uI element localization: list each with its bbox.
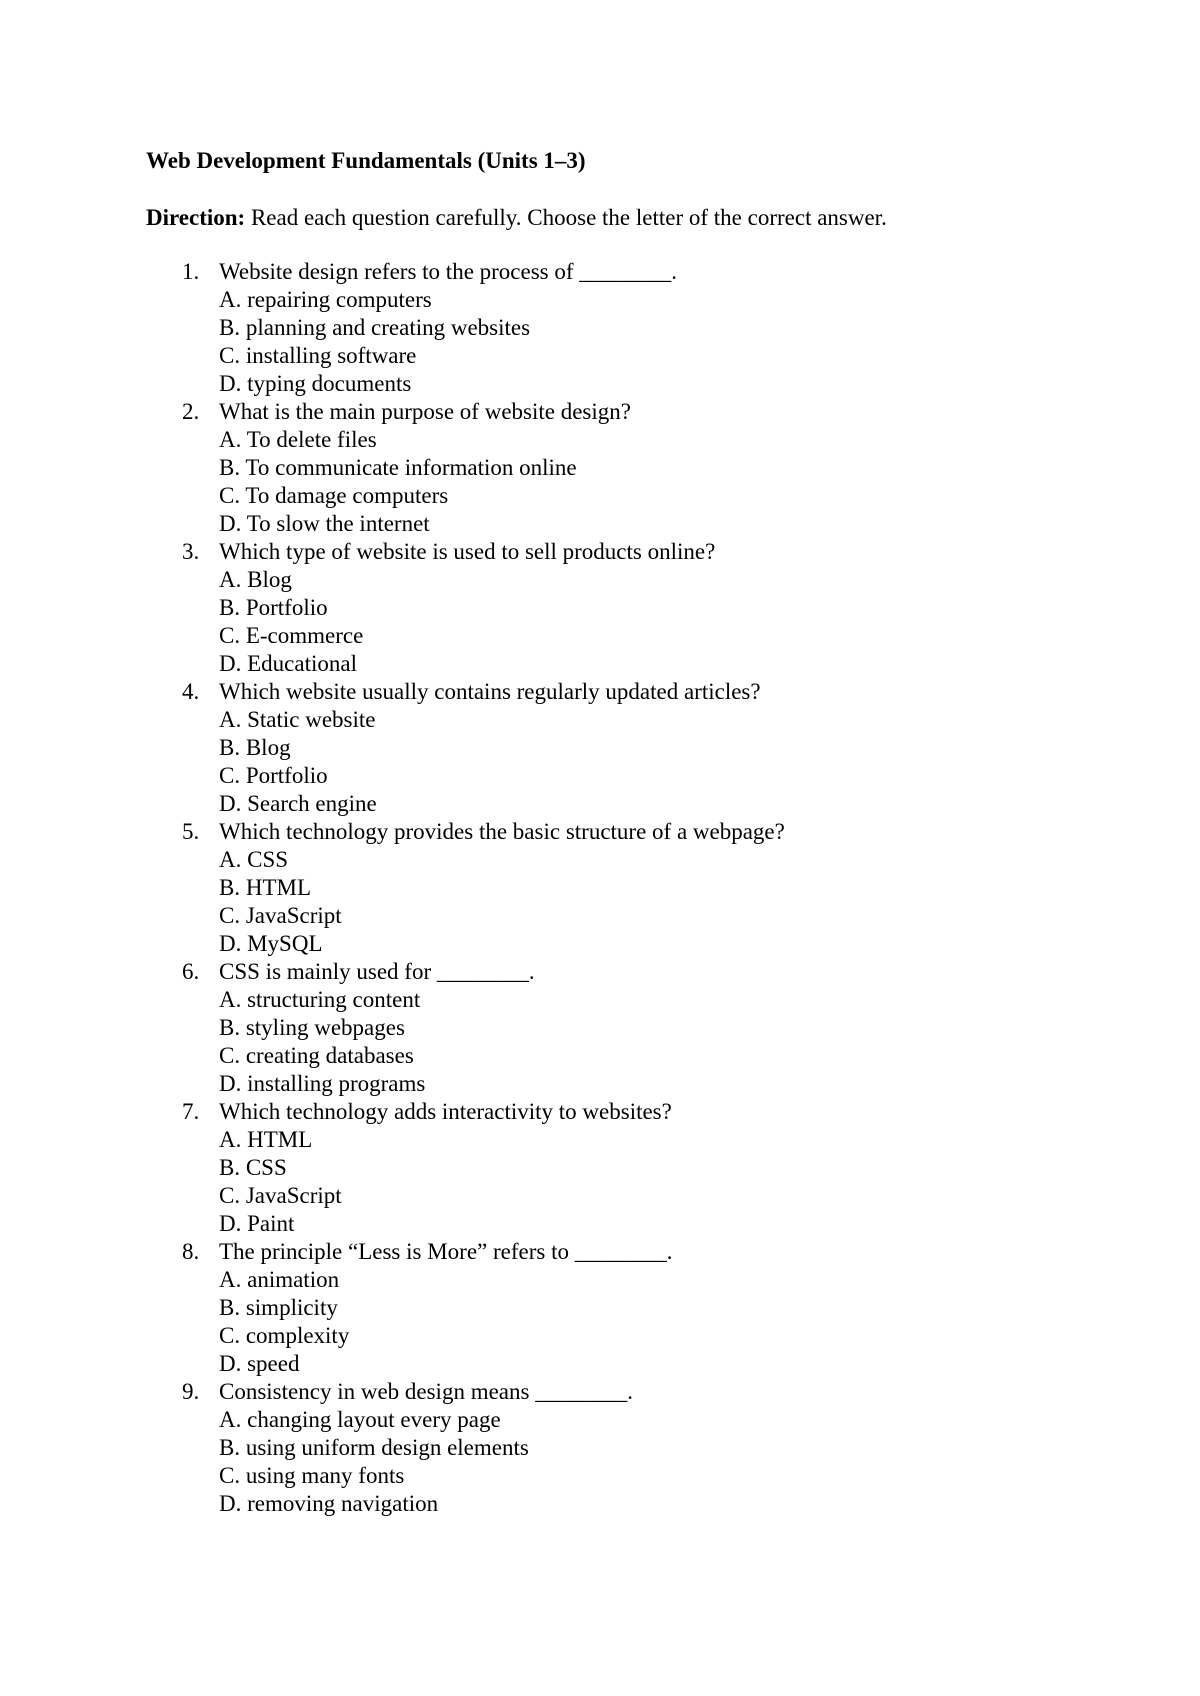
question-number: 2. xyxy=(182,399,200,424)
answer-option: B. Blog xyxy=(219,735,291,760)
question-text: CSS is mainly used for ________. xyxy=(219,959,535,984)
answer-option-row xyxy=(0,706,1200,734)
answer-option-row xyxy=(0,1462,1200,1490)
question-number: 9. xyxy=(182,1379,200,1404)
question-text: Consistency in web design means ________. xyxy=(219,1379,633,1404)
question-list xyxy=(0,258,1200,1518)
answer-option: D. typing documents xyxy=(219,371,412,396)
direction-label: Direction: xyxy=(146,205,246,230)
answer-option-row xyxy=(0,1406,1200,1434)
question-text: Which technology adds interactivity to websites? xyxy=(219,1099,672,1124)
answer-option-row xyxy=(0,1070,1200,1098)
answer-option-row xyxy=(0,454,1200,482)
page-title: Web Development Fundamentals (Units 1–3) xyxy=(146,148,586,173)
answer-option: B. planning and creating websites xyxy=(219,315,531,340)
answer-option-row xyxy=(0,1266,1200,1294)
answer-option: C. creating databases xyxy=(219,1043,414,1068)
answer-option: B. using uniform design elements xyxy=(219,1435,529,1460)
answer-option: C. Portfolio xyxy=(219,763,328,788)
answer-option-row xyxy=(0,1322,1200,1350)
question-8 xyxy=(0,1238,1200,1266)
answer-option: A. Static website xyxy=(219,707,376,732)
answer-option-row xyxy=(0,790,1200,818)
answer-option-row xyxy=(0,1434,1200,1462)
question-text: The principle “Less is More” refers to ________. xyxy=(219,1239,673,1264)
answer-option-row xyxy=(0,1210,1200,1238)
answer-option: A. Blog xyxy=(219,567,292,592)
question-text: What is the main purpose of website design? xyxy=(219,399,631,424)
answer-option: B. HTML xyxy=(219,875,311,900)
answer-option-row xyxy=(0,1126,1200,1154)
direction-paragraph xyxy=(146,203,887,233)
answer-option: C. JavaScript xyxy=(219,903,342,928)
question-3 xyxy=(0,538,1200,566)
answer-option: D. To slow the internet xyxy=(219,511,430,536)
answer-option: B. Portfolio xyxy=(219,595,328,620)
answer-option: C. E-commerce xyxy=(219,623,364,648)
answer-option: B. To communicate information online xyxy=(219,455,577,480)
answer-option: D. removing navigation xyxy=(219,1491,439,1516)
question-2 xyxy=(0,398,1200,426)
answer-option-row xyxy=(0,1294,1200,1322)
answer-option: C. To damage computers xyxy=(219,483,449,508)
answer-option-row xyxy=(0,1014,1200,1042)
answer-option: C. using many fonts xyxy=(219,1463,405,1488)
question-number: 3. xyxy=(182,539,200,564)
answer-option-row xyxy=(0,650,1200,678)
question-9 xyxy=(0,1378,1200,1406)
question-1 xyxy=(0,258,1200,286)
answer-option-row xyxy=(0,986,1200,1014)
question-6 xyxy=(0,958,1200,986)
question-5 xyxy=(0,818,1200,846)
answer-option-row xyxy=(0,622,1200,650)
question-number: 5. xyxy=(182,819,200,844)
answer-option-row xyxy=(0,566,1200,594)
answer-option-row xyxy=(0,314,1200,342)
answer-option-row xyxy=(0,874,1200,902)
question-text: Which type of website is used to sell products online? xyxy=(219,539,716,564)
answer-option: D. Search engine xyxy=(219,791,377,816)
answer-option: B. CSS xyxy=(219,1155,287,1180)
question-number: 7. xyxy=(182,1099,200,1124)
answer-option-row xyxy=(0,482,1200,510)
answer-option-row xyxy=(0,1042,1200,1070)
question-number: 1. xyxy=(182,259,200,284)
direction-text: Read each question carefully. Choose the letter of the correct answer. xyxy=(245,205,887,230)
question-7 xyxy=(0,1098,1200,1126)
answer-option: C. complexity xyxy=(219,1323,350,1348)
answer-option: D. Educational xyxy=(219,651,357,676)
question-4 xyxy=(0,678,1200,706)
question-number: 8. xyxy=(182,1239,200,1264)
answer-option: A. HTML xyxy=(219,1127,313,1152)
answer-option-row xyxy=(0,1350,1200,1378)
answer-option-row xyxy=(0,1154,1200,1182)
answer-option: D. Paint xyxy=(219,1211,295,1236)
answer-option-row xyxy=(0,1182,1200,1210)
answer-option: B. simplicity xyxy=(219,1295,338,1320)
answer-option: B. styling webpages xyxy=(219,1015,405,1040)
answer-option-row xyxy=(0,902,1200,930)
question-number: 6. xyxy=(182,959,200,984)
answer-option: A. changing layout every page xyxy=(219,1407,501,1432)
question-text: Website design refers to the process of ________. xyxy=(219,259,678,284)
question-text: Which technology provides the basic structure of a webpage? xyxy=(219,819,785,844)
answer-option-row xyxy=(0,1490,1200,1518)
answer-option-row xyxy=(0,510,1200,538)
answer-option-row xyxy=(0,426,1200,454)
answer-option-row xyxy=(0,370,1200,398)
answer-option-row xyxy=(0,734,1200,762)
answer-option: A. repairing computers xyxy=(219,287,432,312)
answer-option: A. To delete files xyxy=(219,427,377,452)
question-text: Which website usually contains regularly updated articles? xyxy=(219,679,761,704)
answer-option: A. structuring content xyxy=(219,987,421,1012)
answer-option-row xyxy=(0,930,1200,958)
question-number: 4. xyxy=(182,679,200,704)
answer-option: C. installing software xyxy=(219,343,417,368)
answer-option: D. speed xyxy=(219,1351,300,1376)
answer-option-row xyxy=(0,846,1200,874)
answer-option: A. CSS xyxy=(219,847,289,872)
answer-option-row xyxy=(0,594,1200,622)
answer-option-row xyxy=(0,762,1200,790)
answer-option-row xyxy=(0,342,1200,370)
answer-option: C. JavaScript xyxy=(219,1183,342,1208)
answer-option: D. installing programs xyxy=(219,1071,426,1096)
answer-option-row xyxy=(0,286,1200,314)
answer-option: A. animation xyxy=(219,1267,340,1292)
answer-option: D. MySQL xyxy=(219,931,323,956)
